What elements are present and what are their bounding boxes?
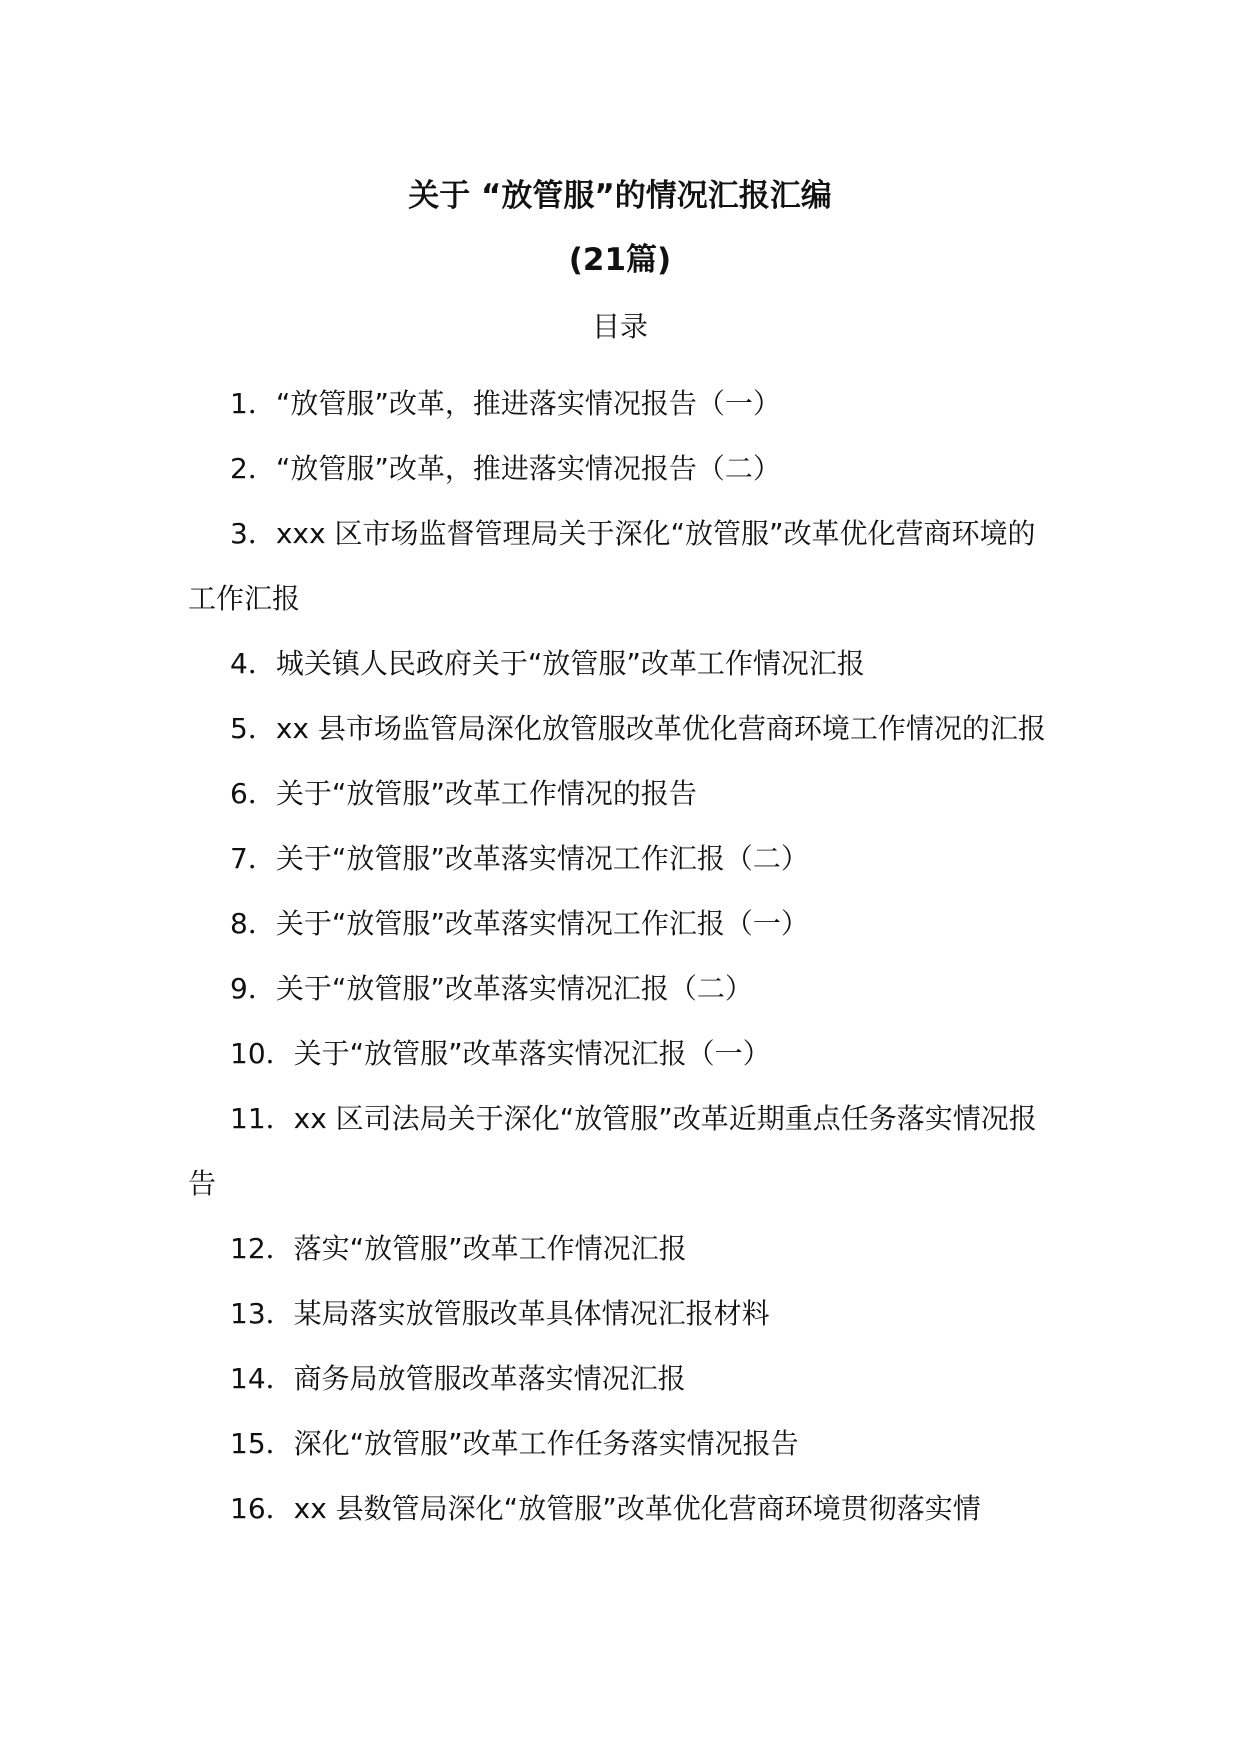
document-title: 关于 “放管服”的情况汇报汇编 bbox=[408, 178, 832, 214]
toc-item-text: “放管服”改革，推进落实情况报告（一） bbox=[275, 387, 781, 420]
toc-item-number: 16． bbox=[230, 1492, 294, 1525]
toc-item-text: 落实“放管服”改革工作情况汇报 bbox=[293, 1232, 687, 1265]
document-subtitle: (21篇) bbox=[568, 242, 672, 278]
toc-item bbox=[188, 1216, 1058, 1281]
toc-item bbox=[188, 761, 1058, 826]
toc-item bbox=[188, 1281, 1058, 1346]
toc-item-text: 关于“放管服”改革落实情况汇报（二） bbox=[275, 972, 753, 1005]
toc-item bbox=[188, 826, 1058, 891]
toc-item-text: xx 区司法局关于深化“放管服”改革近期重点任务落实情况报告 bbox=[188, 1102, 1037, 1200]
toc-item bbox=[188, 956, 1058, 1021]
toc-item-number: 12． bbox=[230, 1232, 294, 1265]
toc-item bbox=[188, 501, 1058, 631]
toc-item bbox=[188, 1411, 1058, 1476]
toc-item-text: 关于“放管服”改革落实情况工作汇报（二） bbox=[275, 842, 809, 875]
toc-item bbox=[188, 631, 1058, 696]
toc-item bbox=[188, 1086, 1058, 1216]
toc-item-number: 7． bbox=[230, 842, 276, 875]
toc-item-number: 11． bbox=[230, 1102, 294, 1135]
toc-item-number: 14． bbox=[230, 1362, 294, 1395]
toc-item bbox=[188, 891, 1058, 956]
toc-item-number: 2． bbox=[230, 452, 276, 485]
toc-item-text: 商务局放管服改革落实情况汇报 bbox=[293, 1362, 686, 1395]
toc-item-number: 5． bbox=[230, 712, 276, 745]
toc-item-text: 关于“放管服”改革落实情况工作汇报（一） bbox=[275, 907, 809, 940]
toc-item-number: 10． bbox=[230, 1037, 294, 1070]
toc-item bbox=[188, 371, 1058, 436]
toc-item-text: xx 县市场监管局深化放管服改革优化营商环境工作情况的汇报 bbox=[275, 712, 1046, 745]
toc-item-number: 6． bbox=[230, 777, 276, 810]
toc-item-number: 15． bbox=[230, 1427, 294, 1460]
toc-item-text: xx 县数管局深化“放管服”改革优化营商环境贯彻落实情 bbox=[293, 1492, 981, 1525]
toc-item-text: 深化“放管服”改革工作任务落实情况报告 bbox=[293, 1427, 799, 1460]
toc-list bbox=[188, 371, 1058, 1541]
toc-item-text: 关于“放管服”改革工作情况的报告 bbox=[275, 777, 697, 810]
toc-item-text: 关于“放管服”改革落实情况汇报（一） bbox=[293, 1037, 771, 1070]
toc-item-text: 某局落实放管服改革具体情况汇报材料 bbox=[293, 1297, 770, 1330]
toc-item-number: 4． bbox=[230, 647, 276, 680]
toc-item-text: “放管服”改革，推进落实情况报告（二） bbox=[275, 452, 781, 485]
toc-item bbox=[188, 696, 1058, 761]
toc-item-number: 9． bbox=[230, 972, 276, 1005]
toc-item bbox=[188, 1346, 1058, 1411]
toc-item bbox=[188, 436, 1058, 501]
toc-item-text: 城关镇人民政府关于“放管服”改革工作情况汇报 bbox=[275, 647, 865, 680]
toc-item-number: 1． bbox=[230, 387, 276, 420]
toc-item-number: 3． bbox=[230, 517, 276, 550]
toc-heading: 目录 bbox=[591, 310, 648, 343]
toc-item bbox=[188, 1021, 1058, 1086]
toc-item bbox=[188, 1476, 1058, 1541]
toc-item-number: 13． bbox=[230, 1297, 294, 1330]
toc-item-number: 8． bbox=[230, 907, 276, 940]
toc-item-text: xxx 区市场监督管理局关于深化“放管服”改革优化营商环境的工作汇报 bbox=[188, 517, 1036, 615]
